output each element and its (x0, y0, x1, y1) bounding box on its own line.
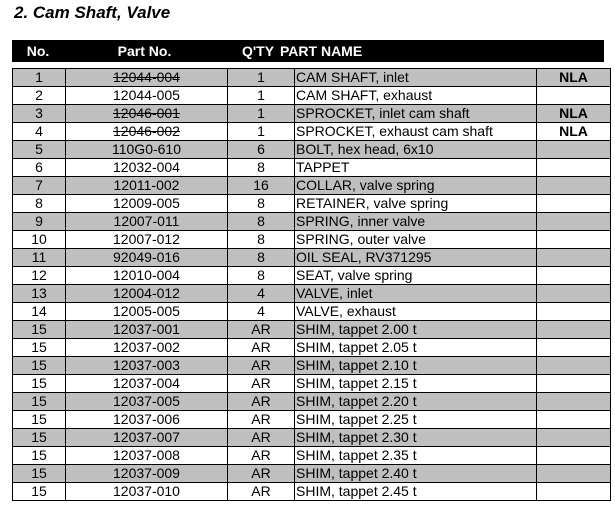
row-number: 15 (13, 357, 66, 375)
table-row (13, 87, 611, 105)
availability-note (537, 447, 611, 465)
quantity: 8 (228, 231, 295, 249)
availability-note (537, 159, 611, 177)
quantity: AR (228, 447, 295, 465)
quantity: AR (228, 429, 295, 447)
row-number: 2 (13, 87, 66, 105)
row-number: 13 (13, 285, 66, 303)
row-number: 15 (13, 375, 66, 393)
quantity: 16 (228, 177, 295, 195)
table-row (13, 105, 611, 123)
part-name: TAPPET (295, 159, 537, 177)
table-row (13, 429, 611, 447)
availability-note (537, 393, 611, 411)
row-number: 3 (13, 105, 66, 123)
row-number: 7 (13, 177, 66, 195)
availability-note: NLA (537, 105, 611, 123)
header-part-no: Part No. (117, 43, 172, 59)
quantity: AR (228, 393, 295, 411)
quantity: 1 (228, 105, 295, 123)
availability-note: NLA (537, 69, 611, 87)
availability-note (537, 177, 611, 195)
table-row (13, 195, 611, 213)
availability-note: NLA (537, 123, 611, 141)
table-row (13, 141, 611, 159)
quantity: AR (228, 357, 295, 375)
part-number: 12037-005 (66, 393, 228, 411)
quantity: 1 (228, 123, 295, 141)
part-number: 12037-010 (66, 483, 228, 501)
availability-note (537, 213, 611, 231)
row-number: 11 (13, 249, 66, 267)
part-number: 12009-005 (66, 195, 228, 213)
part-name: VALVE, inlet (295, 285, 537, 303)
table-row (13, 249, 611, 267)
availability-note (537, 141, 611, 159)
availability-note (537, 375, 611, 393)
quantity: AR (228, 483, 295, 501)
availability-note (537, 339, 611, 357)
part-number: 12010-004 (66, 267, 228, 285)
part-name: SHIM, tappet 2.45 t (295, 483, 537, 501)
part-number: 12037-009 (66, 465, 228, 483)
part-number: 12032-004 (66, 159, 228, 177)
availability-note (537, 465, 611, 483)
availability-note (537, 87, 611, 105)
table-row (13, 213, 611, 231)
part-name: SHIM, tappet 2.05 t (295, 339, 537, 357)
parts-table-body (13, 69, 611, 501)
table-row (13, 321, 611, 339)
row-number: 6 (13, 159, 66, 177)
availability-note (537, 303, 611, 321)
availability-note (537, 357, 611, 375)
table-row (13, 393, 611, 411)
table-row (13, 69, 611, 87)
quantity: 1 (228, 87, 295, 105)
row-number: 15 (13, 429, 66, 447)
availability-note (537, 411, 611, 429)
quantity: 8 (228, 159, 295, 177)
table-row (13, 357, 611, 375)
availability-note (537, 267, 611, 285)
availability-note (537, 483, 611, 501)
table-row (13, 483, 611, 501)
quantity: AR (228, 339, 295, 357)
part-number: 12046-002 (66, 123, 228, 141)
quantity: 4 (228, 303, 295, 321)
availability-note (537, 321, 611, 339)
row-number: 15 (13, 339, 66, 357)
quantity: 1 (228, 69, 295, 87)
part-number: 12037-007 (66, 429, 228, 447)
header-part-name: PART NAME (280, 43, 363, 59)
part-name: COLLAR, valve spring (295, 177, 537, 195)
table-row (13, 159, 611, 177)
quantity: 8 (228, 195, 295, 213)
quantity: 8 (228, 267, 295, 285)
table-row (13, 375, 611, 393)
quantity: AR (228, 375, 295, 393)
row-number: 9 (13, 213, 66, 231)
part-number: 12044-004 (66, 69, 228, 87)
row-number: 5 (13, 141, 66, 159)
table-row (13, 267, 611, 285)
row-number: 4 (13, 123, 66, 141)
part-name: RETAINER, valve spring (295, 195, 537, 213)
availability-note (537, 429, 611, 447)
header-no: No. (26, 43, 50, 59)
section-title: 2. Cam Shaft, Valve (14, 3, 171, 22)
quantity: AR (228, 465, 295, 483)
part-number: 12007-012 (66, 231, 228, 249)
table-row (13, 303, 611, 321)
part-name: SPROCKET, exhaust cam shaft (295, 123, 537, 141)
part-number: 12037-002 (66, 339, 228, 357)
table-row (13, 339, 611, 357)
table-header (12, 40, 604, 62)
part-number: 12011-002 (66, 177, 228, 195)
row-number: 14 (13, 303, 66, 321)
part-name: SHIM, tappet 2.10 t (295, 357, 537, 375)
row-number: 15 (13, 483, 66, 501)
row-number: 15 (13, 465, 66, 483)
table-row (13, 285, 611, 303)
part-name: VALVE, exhaust (295, 303, 537, 321)
part-name: SHIM, tappet 2.15 t (295, 375, 537, 393)
part-name: CAM SHAFT, inlet (295, 69, 537, 87)
part-number: 12037-006 (66, 411, 228, 429)
availability-note (537, 195, 611, 213)
availability-note (537, 231, 611, 249)
part-name: SPRING, outer valve (295, 231, 537, 249)
quantity: 8 (228, 249, 295, 267)
part-name: BOLT, hex head, 6x10 (295, 141, 537, 159)
part-name: SEAT, valve spring (295, 267, 537, 285)
row-number: 8 (13, 195, 66, 213)
part-number: 12037-003 (66, 357, 228, 375)
part-name: SPROCKET, inlet cam shaft (295, 105, 537, 123)
part-number: 12004-012 (66, 285, 228, 303)
row-number: 15 (13, 393, 66, 411)
part-name: SHIM, tappet 2.35 t (295, 447, 537, 465)
quantity: 6 (228, 141, 295, 159)
row-number: 10 (13, 231, 66, 249)
quantity: AR (228, 411, 295, 429)
part-number: 12044-005 (66, 87, 228, 105)
part-number: 12005-005 (66, 303, 228, 321)
quantity: 8 (228, 213, 295, 231)
row-number: 1 (13, 69, 66, 87)
part-number: 12037-008 (66, 447, 228, 465)
row-number: 15 (13, 321, 66, 339)
table-row (13, 447, 611, 465)
table-row (13, 411, 611, 429)
row-number: 12 (13, 267, 66, 285)
part-number: 12046-001 (66, 105, 228, 123)
part-name: CAM SHAFT, exhaust (295, 87, 537, 105)
part-name: SHIM, tappet 2.40 t (295, 465, 537, 483)
row-number: 15 (13, 447, 66, 465)
parts-table (12, 68, 611, 501)
part-name: SHIM, tappet 2.25 t (295, 411, 537, 429)
part-number: 12037-001 (66, 321, 228, 339)
part-number: 92049-016 (66, 249, 228, 267)
part-name: SHIM, tappet 2.00 t (295, 321, 537, 339)
header-qty: Q'TY (241, 43, 275, 59)
row-number: 15 (13, 411, 66, 429)
quantity: 4 (228, 285, 295, 303)
part-name: SHIM, tappet 2.20 t (295, 393, 537, 411)
table-row (13, 123, 611, 141)
part-number: 110G0-610 (66, 141, 228, 159)
part-name: SPRING, inner valve (295, 213, 537, 231)
part-number: 12007-011 (66, 213, 228, 231)
part-name: SHIM, tappet 2.30 t (295, 429, 537, 447)
quantity: AR (228, 321, 295, 339)
availability-note (537, 285, 611, 303)
table-row (13, 177, 611, 195)
part-number: 12037-004 (66, 375, 228, 393)
availability-note (537, 249, 611, 267)
part-name: OIL SEAL, RV371295 (295, 249, 537, 267)
table-row (13, 231, 611, 249)
table-row (13, 465, 611, 483)
